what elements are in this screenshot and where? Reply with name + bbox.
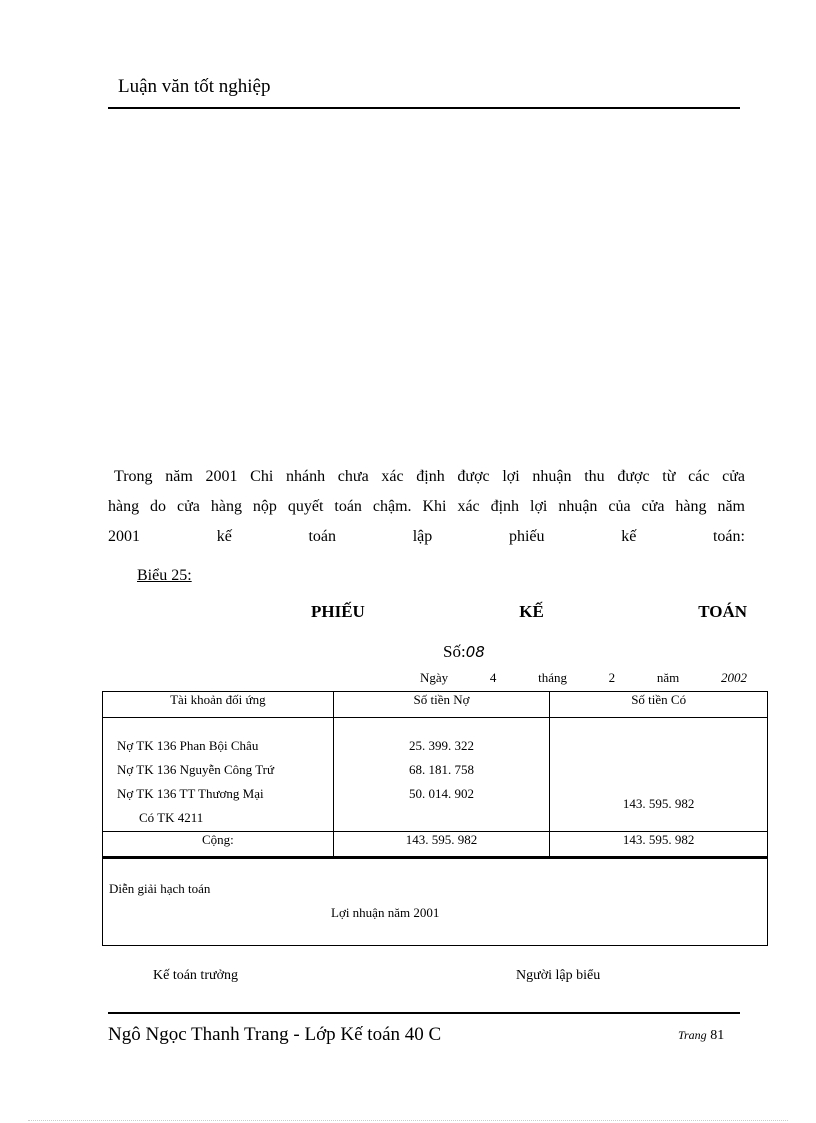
voucher-table [102, 691, 768, 857]
voucher-title-word: KẾ [519, 602, 544, 621]
accounts-cell [103, 718, 334, 832]
footer-rule [108, 1012, 740, 1014]
paragraph-word: toán: [712, 528, 745, 545]
voucher-title-word: TOÁN [698, 602, 747, 621]
column-header: Số tiền Nợ [333, 692, 550, 718]
debit-amount: 25. 399. 322 [409, 738, 474, 753]
paragraph-word: lập [412, 528, 433, 545]
paragraph-line-2 [108, 492, 745, 522]
paragraph-word: phiếu [508, 528, 545, 545]
column-header: Tài khoản đối ứng [103, 692, 334, 718]
table-header-row [103, 692, 768, 718]
paragraph-line-1 [108, 462, 745, 492]
total-debit: 143. 595. 982 [333, 832, 550, 857]
paragraph-line-3 [108, 522, 745, 552]
total-label: Cộng: [103, 832, 334, 857]
bieu-label: Biểu 25: [137, 567, 192, 584]
explanation-box [102, 857, 768, 946]
voucher-number-value: 08 [465, 643, 485, 661]
column-header: Số tiền Có [550, 692, 768, 718]
signature-chief-accountant: Kế toán trưởng [153, 968, 238, 983]
explanation-value: Lợi nhuận năm 2001 [331, 905, 440, 920]
credit-cell [550, 718, 768, 832]
voucher-date [420, 670, 747, 686]
paragraph-word: toán [308, 528, 337, 545]
date-year-label: năm [656, 670, 680, 685]
debit-amount: 68. 181. 758 [409, 762, 474, 777]
table-row [103, 718, 768, 832]
date-day-label: Ngày [420, 670, 449, 685]
paragraph-line-1-text: Trong năm 2001 Chi nhánh chưa xác định được lợi nhuận thu được từ các cửa [114, 468, 745, 485]
header-title: Luận văn tốt nghiệp [118, 76, 271, 97]
voucher-number-label: Số: [443, 642, 466, 661]
account-line: Nợ TK 136 TT Thương Mại [117, 786, 264, 801]
footer-page-label: Trang [678, 1028, 707, 1042]
credit-amount: 143. 595. 982 [622, 796, 695, 811]
body-paragraph [108, 462, 745, 552]
debit-amount: 50. 014. 902 [409, 786, 474, 801]
footer-author: Ngô Ngọc Thanh Trang - Lớp Kế toán 40 C [108, 1024, 442, 1045]
bottom-divider [28, 1120, 788, 1121]
explanation-label: Diễn giải hạch toán [109, 881, 211, 896]
total-credit: 143. 595. 982 [550, 832, 768, 857]
date-day: 4 [489, 670, 497, 685]
account-line: Nợ TK 136 Nguyễn Công Trứ [117, 762, 275, 777]
paragraph-word: 2001 [108, 528, 140, 545]
paragraph-word: kế [621, 528, 637, 545]
table-total-row [103, 832, 768, 857]
voucher-title [311, 602, 747, 622]
signature-preparer: Người lập biểu [516, 968, 601, 983]
paragraph-word: kế [216, 528, 232, 545]
date-year: 2002 [720, 670, 747, 685]
footer-page-number: 81 [710, 1028, 725, 1043]
header-rule [108, 107, 740, 109]
paragraph-line-2-text: hàng do cửa hàng nộp quyết toán chậm. Khi xác định lợi nhuận của cửa hàng năm [108, 498, 745, 515]
date-month-label: tháng [538, 670, 567, 685]
footer-page [678, 1028, 724, 1044]
debits-cell [333, 718, 550, 832]
account-line: Có TK 4211 [139, 810, 204, 825]
date-month: 2 [608, 670, 616, 685]
voucher-number [443, 642, 485, 662]
voucher-title-word: PHIẾU [311, 602, 365, 621]
account-line: Nợ TK 136 Phan Bội Châu [117, 738, 259, 753]
